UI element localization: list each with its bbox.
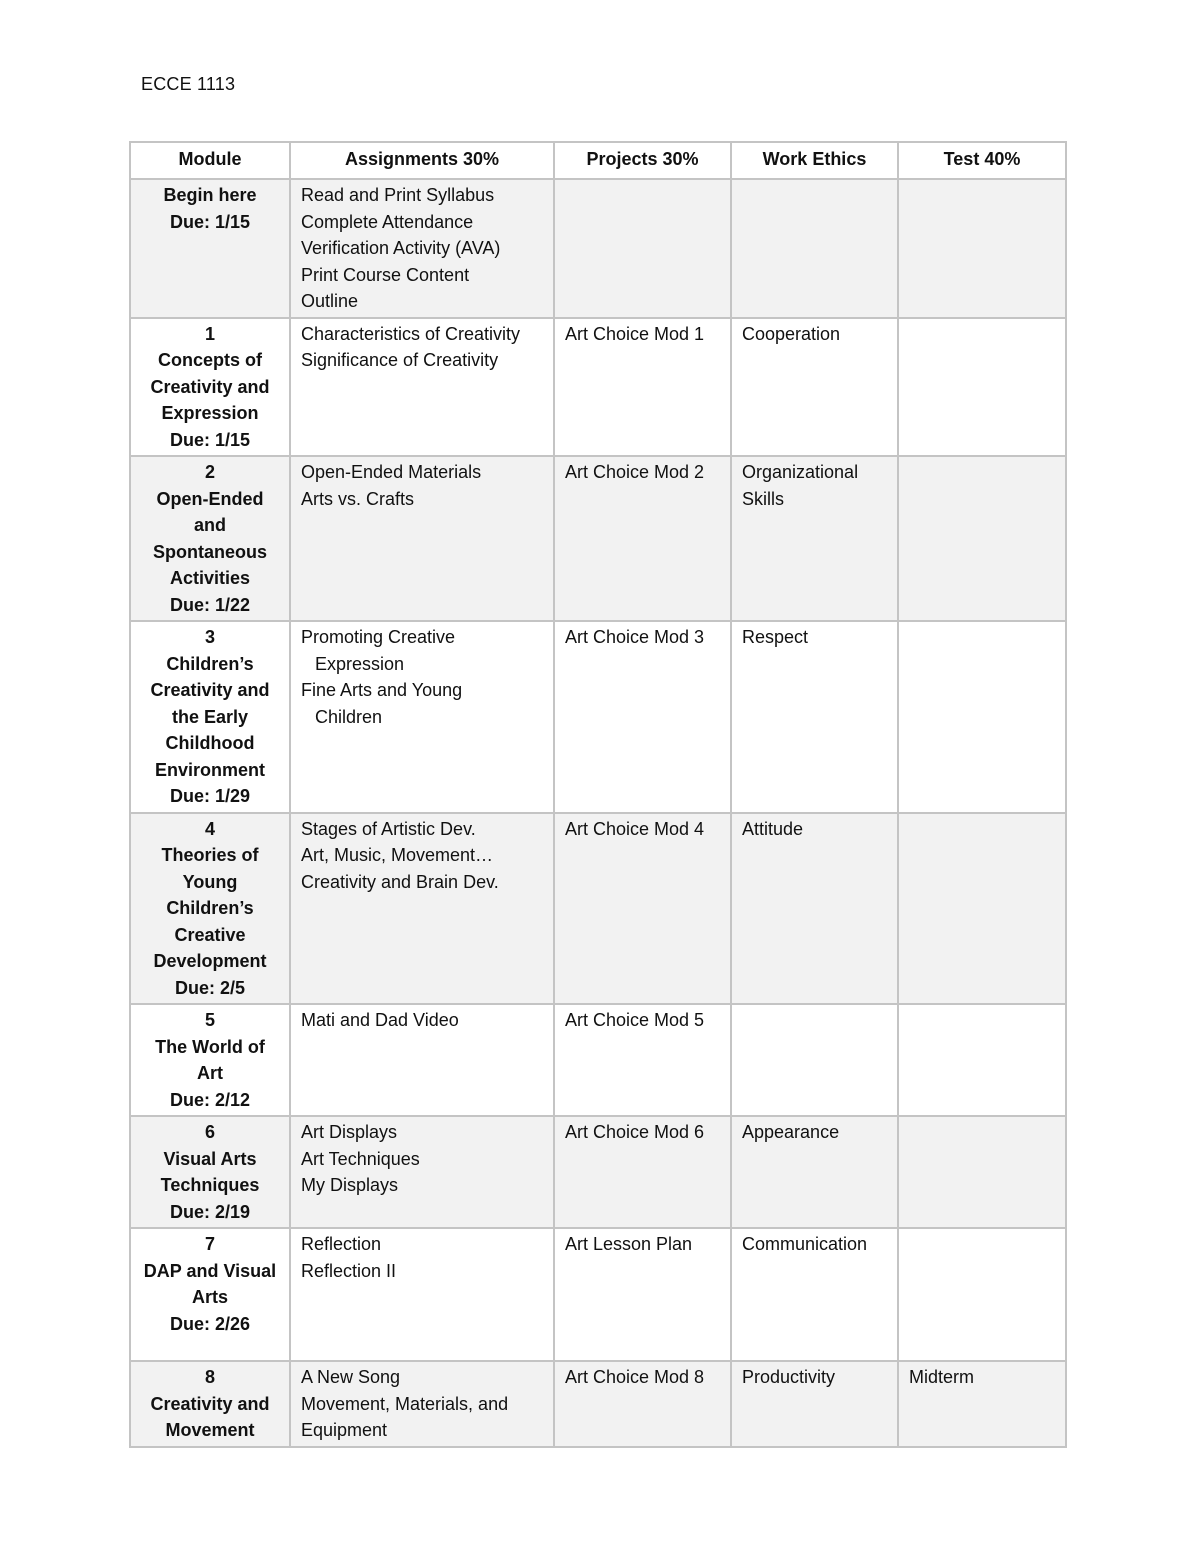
module-title: Techniques (160, 1175, 260, 1195)
work-ethic-item: Cooperation (742, 323, 841, 344)
module-title: Arts (191, 1287, 228, 1307)
module-cell (130, 621, 290, 813)
projects-cell: Art Choice Mod 1 (554, 318, 731, 457)
assignment-item: Verification Activity (AVA) (301, 238, 501, 258)
module-cell (130, 179, 290, 318)
table-header-row (130, 142, 1066, 179)
column-header-assignments: Assignments 30% (290, 142, 554, 179)
module-number: 3 (204, 627, 215, 647)
assignment-item: Open-Ended Materials (301, 462, 482, 482)
test-cell: Midterm (898, 1361, 1066, 1447)
assignment-item: Fine Arts and Young (301, 680, 463, 700)
module-due-date: Due: 2/19 (169, 1201, 251, 1222)
assignment-item: Promoting Creative (301, 627, 456, 647)
assignment-item: Reflection (301, 1234, 382, 1254)
module-title: and (193, 515, 226, 535)
work-ethics-cell (731, 179, 898, 318)
module-due-date: Due: 2/5 (174, 977, 246, 998)
module-cell (130, 456, 290, 621)
assignment-item: Equipment (301, 1420, 388, 1440)
work-ethics-cell (731, 318, 898, 457)
column-header-module: Module (130, 142, 290, 179)
work-ethic-item: Organizational (742, 462, 859, 482)
module-title: Spontaneous (152, 541, 267, 562)
table-row (130, 813, 1066, 1005)
module-number: 8 (204, 1367, 215, 1387)
module-title: Creative (174, 924, 246, 945)
test-cell (898, 456, 1066, 621)
module-cell (130, 1228, 290, 1361)
module-title: Creativity and (150, 680, 270, 700)
module-cell (130, 813, 290, 1005)
work-ethics-cell (731, 621, 898, 813)
table-row (130, 1004, 1066, 1116)
assignments-cell (290, 456, 554, 621)
work-ethics-cell (731, 1228, 898, 1361)
assignments-cell (290, 621, 554, 813)
assignment-item: Outline (301, 291, 359, 311)
test-cell (898, 621, 1066, 813)
module-cell (130, 1116, 290, 1228)
projects-cell: Art Choice Mod 8 (554, 1361, 731, 1447)
table-row (130, 179, 1066, 318)
table-row (130, 1116, 1066, 1228)
projects-cell: Art Lesson Plan (554, 1228, 731, 1361)
projects-cell: Art Choice Mod 5 (554, 1004, 731, 1116)
assignment-item: Arts vs. Crafts (301, 488, 415, 509)
work-ethic-item: Respect (742, 627, 809, 647)
module-title: Movement (165, 1420, 255, 1440)
column-header-test: Test 40% (898, 142, 1066, 179)
test-cell (898, 179, 1066, 318)
module-title: Creativity and (150, 1393, 270, 1414)
module-title: The World of (155, 1036, 265, 1057)
assignment-item: Print Course Content (301, 264, 470, 285)
module-title: Children’s (166, 653, 254, 674)
assignment-item: Read and Print Syllabus (301, 185, 495, 205)
assignment-item: My Displays (301, 1175, 399, 1195)
column-header-work-ethics: Work Ethics (731, 142, 898, 179)
table-row (130, 1228, 1066, 1361)
module-number: 2 (204, 462, 215, 482)
module-cell (130, 1004, 290, 1116)
module-cell (130, 1361, 290, 1447)
assignment-item: Creativity and Brain Dev. (301, 871, 499, 892)
assignment-item: Art Displays (301, 1122, 398, 1142)
module-title: Begin here (163, 185, 257, 205)
assignments-cell (290, 1004, 554, 1116)
assignment-item: Complete Attendance (301, 211, 474, 232)
assignment-item: Expression (315, 653, 405, 674)
module-title: Concepts of (157, 350, 262, 370)
assignment-item: A New Song (301, 1367, 401, 1387)
module-number: 7 (204, 1234, 215, 1254)
work-ethics-cell (731, 1361, 898, 1447)
assignment-item: Mati and Dad Video (301, 1010, 459, 1030)
assignments-cell (290, 1361, 554, 1447)
module-title: Environment (154, 759, 265, 780)
projects-cell: Art Choice Mod 3 (554, 621, 731, 813)
module-title: Open-Ended (156, 488, 264, 509)
assignment-item: Movement, Materials, and (301, 1393, 509, 1414)
assignments-cell (290, 813, 554, 1005)
projects-cell (554, 179, 731, 318)
module-title: Art (197, 1063, 223, 1083)
test-cell (898, 813, 1066, 1005)
work-ethic-item: Skills (742, 488, 785, 509)
assignment-item: Significance of Creativity (301, 350, 499, 370)
work-ethic-item: Productivity (742, 1367, 836, 1387)
module-title: Expression (161, 403, 259, 423)
module-title: Young (182, 871, 238, 892)
test-cell (898, 1004, 1066, 1116)
module-cell (130, 318, 290, 457)
course-schedule-table (129, 141, 1067, 1448)
module-due-date: Due: 1/29 (169, 786, 251, 806)
module-title: the Early (171, 706, 249, 727)
assignment-item: Art, Music, Movement… (301, 845, 494, 865)
module-title: DAP and Visual (143, 1260, 277, 1281)
projects-cell: Art Choice Mod 4 (554, 813, 731, 1005)
course-code: ECCE 1113 (141, 74, 236, 94)
module-due-date: Due: 1/22 (169, 594, 251, 615)
module-due-date: Due: 1/15 (169, 429, 251, 450)
module-due-date: Due: 2/26 (169, 1313, 251, 1334)
work-ethic-item: Attitude (742, 818, 804, 839)
assignments-cell (290, 1116, 554, 1228)
table-row (130, 1361, 1066, 1447)
assignments-cell (290, 179, 554, 318)
assignment-item: Art Techniques (301, 1148, 420, 1169)
work-ethic-item: Communication (742, 1234, 868, 1254)
table-row (130, 456, 1066, 621)
assignments-cell (290, 1228, 554, 1361)
work-ethics-cell (731, 813, 898, 1005)
module-title: Creativity and (150, 376, 270, 397)
work-ethics-cell (731, 1116, 898, 1228)
module-number: 6 (204, 1122, 215, 1142)
module-title: Children’s (166, 898, 254, 918)
module-due-date: Due: 2/12 (169, 1089, 251, 1110)
projects-cell: Art Choice Mod 6 (554, 1116, 731, 1228)
module-number: 5 (204, 1010, 215, 1030)
module-number: 4 (204, 818, 215, 839)
test-cell (898, 1228, 1066, 1361)
work-ethics-cell (731, 1004, 898, 1116)
module-title: Visual Arts (163, 1148, 257, 1169)
assignment-item: Stages of Artistic Dev. (301, 818, 476, 839)
assignment-item: Characteristics of Creativity (301, 323, 521, 344)
test-cell (898, 318, 1066, 457)
module-title: Childhood (165, 733, 255, 753)
module-number: 1 (204, 323, 215, 344)
module-due-date: Due: 1/15 (169, 211, 251, 232)
test-cell (898, 1116, 1066, 1228)
table-row (130, 621, 1066, 813)
assignment-item: Children (315, 706, 383, 727)
module-title: Activities (169, 568, 251, 588)
module-title: Theories of (161, 845, 259, 865)
projects-cell: Art Choice Mod 2 (554, 456, 731, 621)
work-ethics-cell (731, 456, 898, 621)
table-row (130, 318, 1066, 457)
module-title: Development (153, 951, 267, 971)
column-header-projects: Projects 30% (554, 142, 731, 179)
assignment-item: Reflection II (301, 1260, 397, 1281)
assignments-cell (290, 318, 554, 457)
work-ethic-item: Appearance (742, 1122, 840, 1142)
